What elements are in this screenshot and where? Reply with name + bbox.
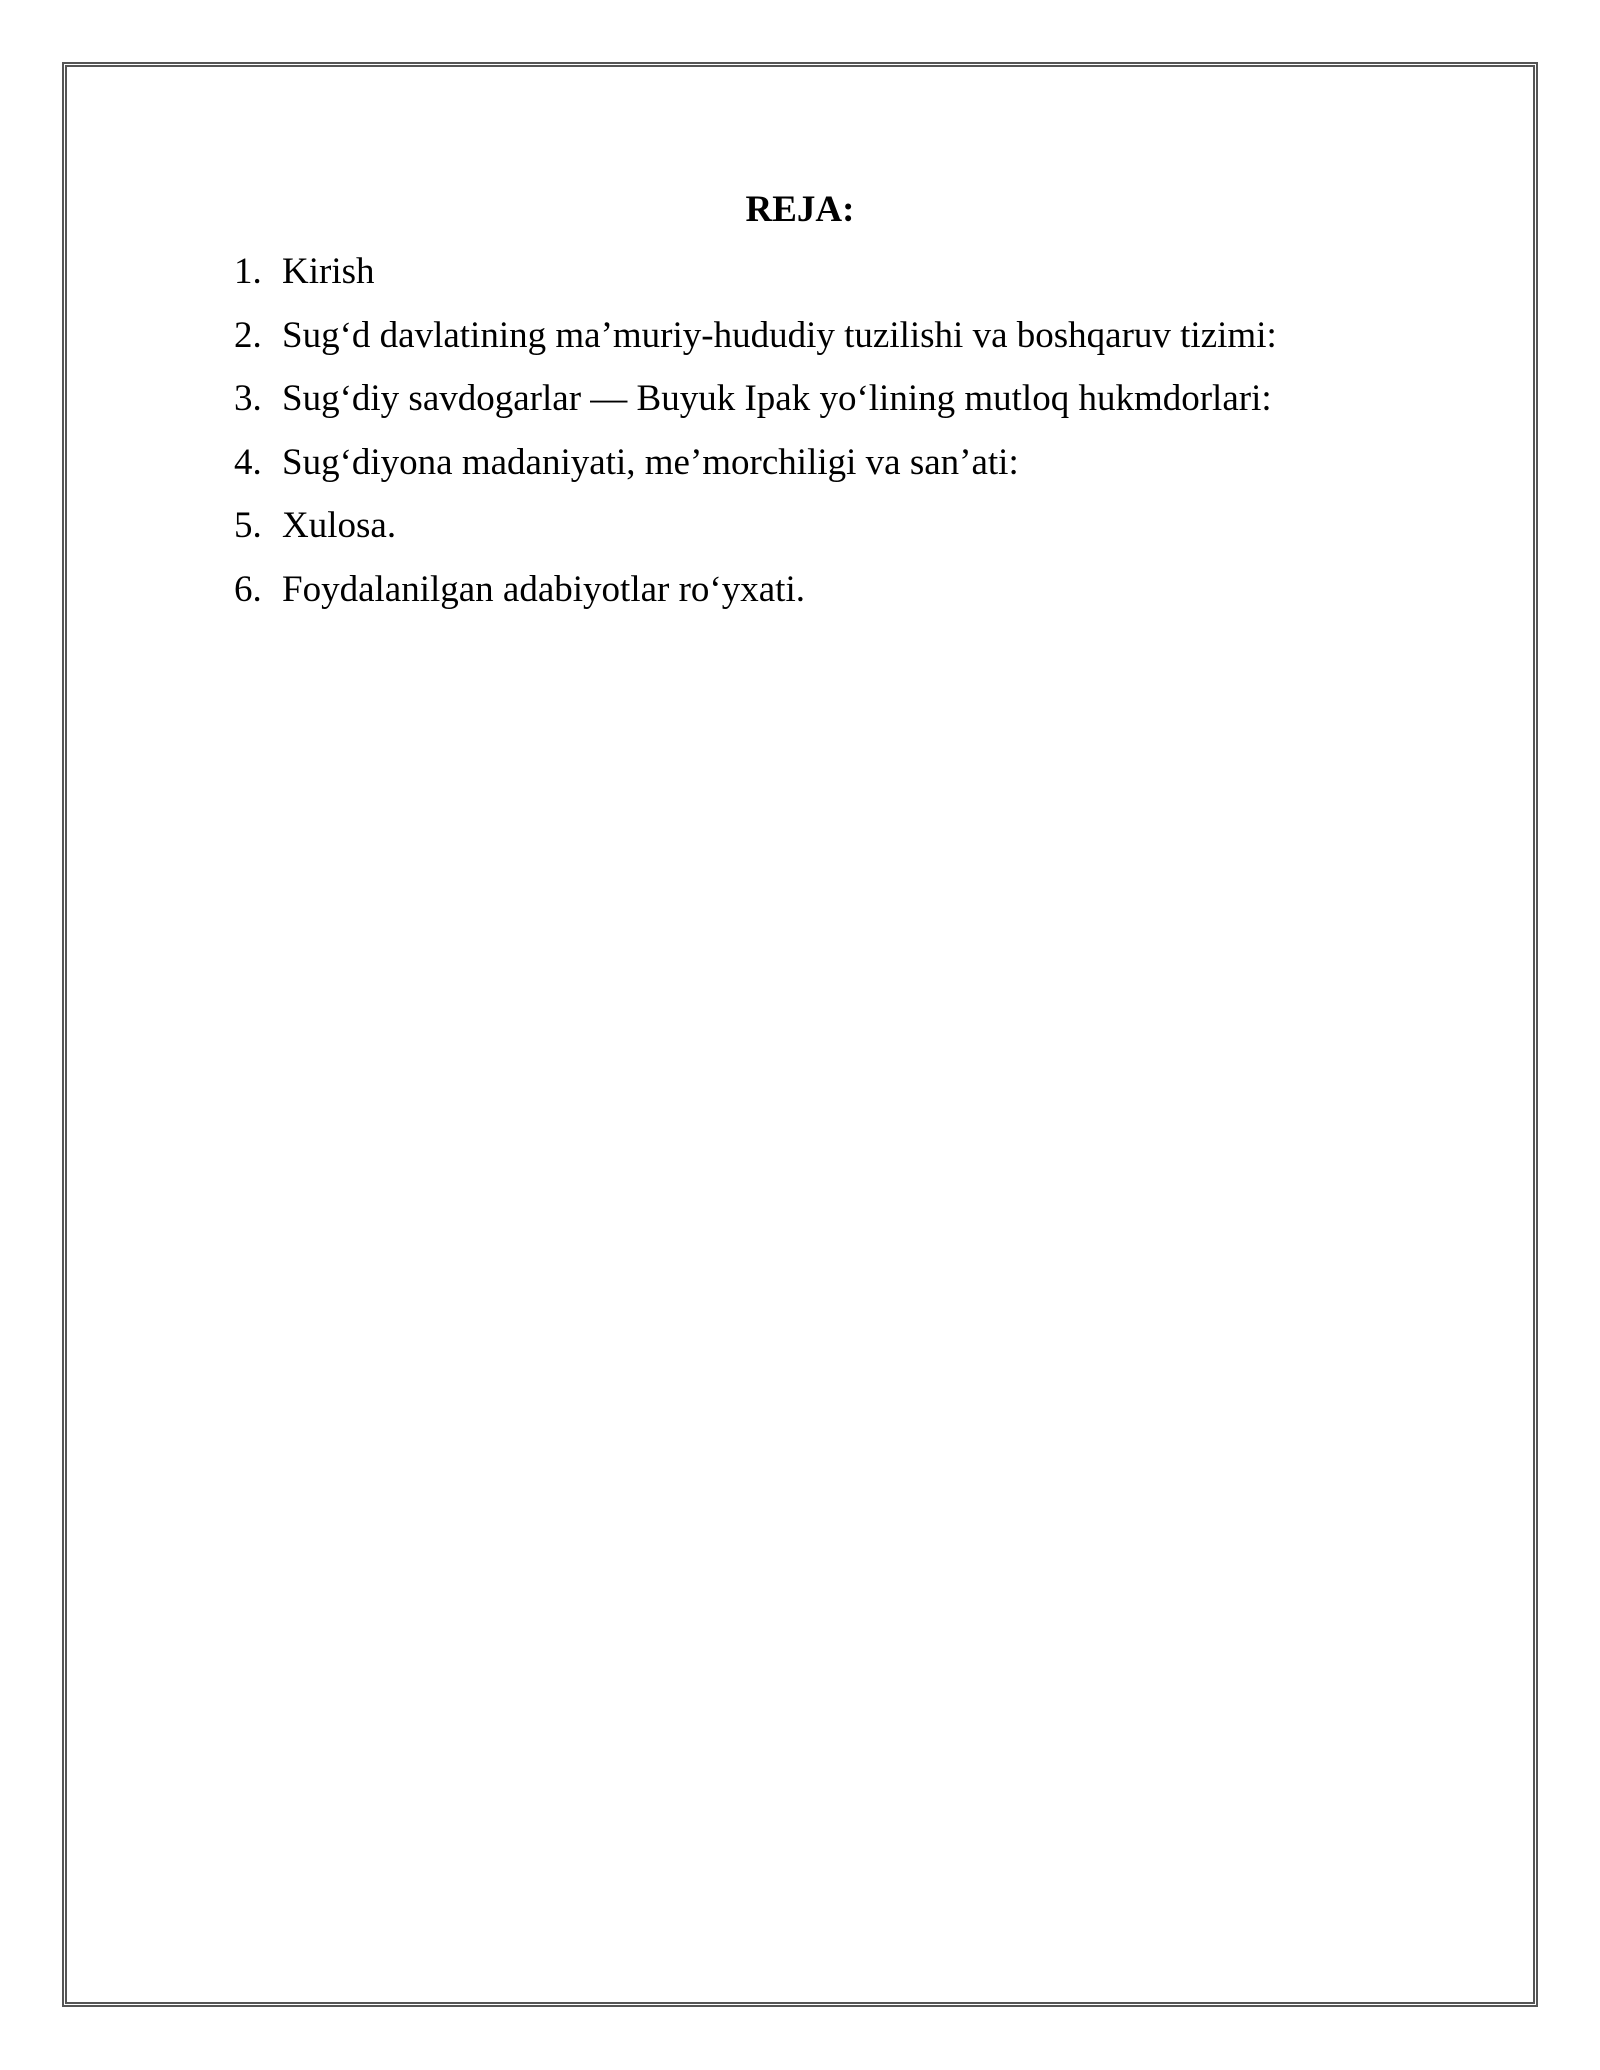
list-item-text: Foydalanilgan adabiyotlar ro‘yxati. [282,568,805,610]
plan-title: REJA: [745,189,855,230]
list-item [234,375,1277,423]
list-item [234,566,1277,614]
plan-list [234,248,1277,629]
list-item-text: Sug‘diyona madaniyati, me’morchiligi va san’ati: [282,441,1019,483]
list-item-number: 2. [234,314,262,356]
list-item-number: 6. [234,568,262,610]
list-item [234,439,1277,487]
list-item [234,312,1277,360]
list-item-text: Sug‘diy savdogarlar — Buyuk Ipak yo‘lining mutloq hukmdorlari: [282,378,1272,419]
list-item [234,502,1277,550]
list-item-number: 5. [234,505,262,546]
list-item-number: 1. [234,251,262,292]
list-item-text: Xulosa. [282,505,397,546]
list-item-text: Kirish [282,251,375,292]
list-item-number: 4. [234,441,262,483]
list-item [234,248,1277,296]
list-item-text: Sug‘d davlatining ma’muriy-hududiy tuzilishi va boshqaruv tizimi: [282,314,1277,356]
list-item-number: 3. [234,378,262,419]
